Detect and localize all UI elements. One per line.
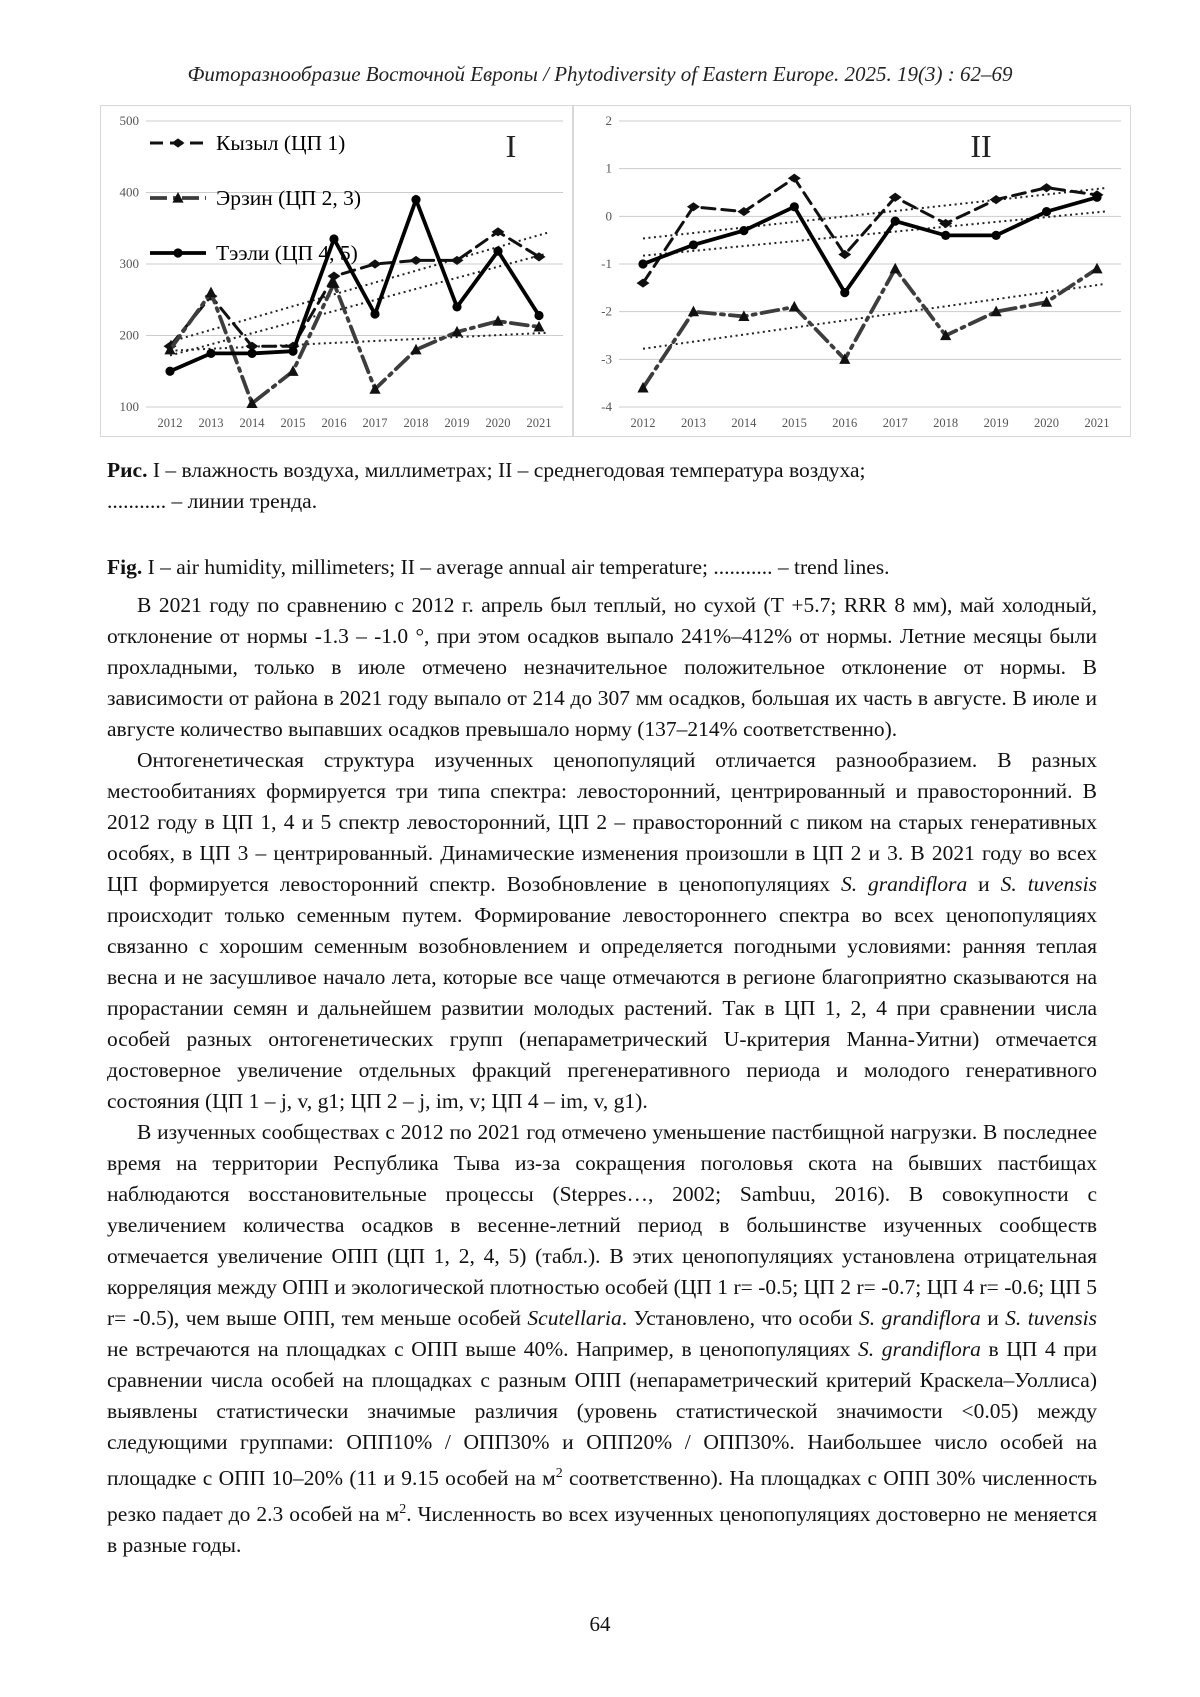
- x-tick-label: 2018: [933, 416, 959, 430]
- circle-marker: [638, 259, 647, 268]
- circle-marker: [790, 202, 799, 211]
- series-line: [643, 269, 1097, 388]
- paragraph: [107, 590, 1097, 745]
- y-tick-label: 2: [605, 113, 612, 128]
- text-run: S. grandiflora: [859, 1306, 981, 1330]
- text-run: В 2021 году по сравнению с 2012 г. апрель был теплый, но сухой (Т +5.7; RRR 8 мм), май холодный, отклонение от нормы -1.3 – -1.0 °, при этом осадков выпало 241%–412% от нормы. Летние месяцы были прохладными, только в июле отмечено незначительное положительное отклонение от нормы. В зависимости от района в 2021 году выпало от 214 до 307 мм осадков, большая их часть в августе. В июле и августе количество выпавших осадков превышало норму (137–214% соответственно).: [107, 593, 1097, 741]
- circle-marker: [1092, 193, 1101, 202]
- circle-marker: [840, 288, 849, 297]
- paragraph: [107, 745, 1097, 1117]
- series-diamond: [637, 174, 1104, 288]
- panel-label: II: [970, 128, 992, 164]
- text-run: 2: [399, 1502, 407, 1518]
- x-tick-label: 2013: [198, 416, 224, 430]
- trend-line: [170, 253, 547, 355]
- text-run: Scutellaria: [527, 1306, 622, 1330]
- y-tick-label: 300: [119, 256, 139, 271]
- legend-label: Эрзин (ЦП 2, 3): [216, 186, 362, 210]
- chart-panel-humidity: [100, 105, 573, 437]
- text-run: и: [967, 872, 1001, 896]
- y-tick-label: -3: [601, 351, 612, 367]
- x-tick-label: 2017: [882, 416, 908, 430]
- text-run: Онтогенетическая структура изученных ценопопуляций отличается разнообразием. В разных местообитаниях формируется три типа спектра: левосторонний, центрированный и правосторонний. В 2012 году в ЦП 1, 4 и 5 спектр левосторонний, ЦП 2 – правосторонний с пиком на старых генеративных особях, в ЦП 3 – центрированный. Динамические изменения произошли в ЦП 2 и 3. В 2021 году во всех ЦП формируется левосторонний спектр. Возобновление в ценопопуляциях: [107, 748, 1097, 896]
- circle-marker: [941, 231, 950, 240]
- diamond-marker: [369, 259, 382, 268]
- x-tick-label: 2019: [444, 416, 470, 430]
- triangle-marker: [789, 301, 800, 312]
- text-run: S. tuvensis: [1005, 1306, 1098, 1330]
- text-run: . Установлено, что особи: [621, 1306, 860, 1330]
- trend-line: [643, 284, 1105, 349]
- article-body: [107, 590, 1097, 1561]
- series-line: [170, 200, 539, 372]
- circle-marker: [165, 367, 174, 376]
- x-tick-label: 2012: [157, 416, 183, 430]
- x-tick-label: 2016: [832, 416, 858, 430]
- circle-marker: [206, 349, 215, 358]
- series-line: [643, 178, 1097, 283]
- circle-marker: [891, 217, 900, 226]
- text-run: происходит только семенным путем. Формирование левостороннего спектра во всех ценопопуляциях связанно с хорошим семенным возобновлением и определяется погодными условиями: ранняя теплая весна и не засушливое начало лета, которые все чаще отмечаются в регионе благоприятно сказываются на прорастании семян и дальнейшем развитии молодых растений. Так в ЦП 1, 2, 4 при сравнении числа особей разных онтогенетических групп (непараметрический U-критерия Манна-Уитни) отмечается достоверное увеличение отдельных фракций прегенеративного периода и молодого генеративного состояния (ЦП 1 – j, v, g1; ЦП 2 – j, im, v; ЦП 4 – im, v, g1).: [107, 903, 1097, 1113]
- x-tick-label: 2015: [280, 416, 306, 430]
- triangle-marker: [205, 287, 216, 298]
- circle-marker: [689, 240, 698, 249]
- y-tick-label: 1: [605, 160, 612, 176]
- gridlines: [619, 121, 1121, 407]
- x-tick-label: 2013: [680, 416, 706, 430]
- text-run: S. grandiflora: [858, 1337, 981, 1361]
- diamond-marker: [990, 195, 1003, 204]
- x-tick-label: 2018: [403, 416, 429, 430]
- circle-marker: [370, 309, 379, 318]
- text-run: и: [980, 1306, 1006, 1330]
- text-run: Fig.: [107, 555, 143, 579]
- text-run: S. tuvensis: [1000, 872, 1097, 896]
- y-tick-label: 400: [119, 184, 139, 200]
- diamond-marker: [637, 278, 650, 287]
- y-tick-label: 200: [119, 327, 139, 343]
- circle-marker: [411, 195, 420, 204]
- text-run: I – влажность воздуха, миллиметрах; II – среднегодовая температура воздуха;: [147, 458, 866, 482]
- circle-marker: [452, 302, 461, 311]
- figure-caption-en: [107, 552, 1097, 583]
- legend: [150, 131, 361, 265]
- x-tick-label: 2015: [781, 416, 807, 430]
- x-tick-label: 2014: [239, 416, 265, 430]
- x-tick-label: 2012: [630, 416, 656, 430]
- legend-label: Кызыл (ЦП 1): [216, 131, 346, 155]
- text-run: . Численность во всех изученных ценопопуляциях достоверно не меняется в разные годы.: [107, 1502, 1098, 1558]
- text-run: в ЦП 4 при сравнении числа особей на площадках с разным ОПП (непараметрический критерий Краскела–Уоллиса) выявлены статистически значимые различия (уровень статистической значимости <0.05) между следующими группами: ОПП10% / ОПП30% и ОПП20% / ОПП30%. Наибольшее число особей на площадке с ОПП 10–20% (11 и 9.15 особей на м: [107, 1337, 1097, 1491]
- y-tick-label: 500: [119, 113, 139, 128]
- series-line: [170, 283, 539, 403]
- text-run: ........... – линии тренда.: [107, 489, 318, 513]
- x-tick-label: 2014: [731, 416, 757, 430]
- legend-label: Тээли (ЦП 4, 5): [216, 241, 358, 265]
- x-tick-label: 2020: [485, 416, 511, 430]
- x-tick-label: 2021: [526, 416, 552, 430]
- trend-line: [643, 188, 1105, 238]
- series-line: [643, 197, 1097, 292]
- text-run: 2: [555, 1466, 563, 1481]
- series-circle: [165, 195, 543, 376]
- diamond-marker: [172, 138, 185, 147]
- y-tick-label: 0: [605, 208, 612, 224]
- line-chart-I: [100, 105, 573, 437]
- circle-marker: [493, 247, 502, 256]
- page-number: 64: [589, 1612, 611, 1636]
- x-tick-label: 2021: [1084, 416, 1110, 430]
- circle-marker: [288, 347, 297, 356]
- y-tick-label: -4: [601, 399, 612, 414]
- circle-marker: [1042, 207, 1051, 216]
- figure-caption-ru: [107, 455, 1097, 517]
- text-run: I – air humidity, millimeters; II – average annual air temperature; ........... – trend lines.: [142, 555, 890, 579]
- circle-marker: [992, 231, 1001, 240]
- circle-marker: [247, 349, 256, 358]
- x-tick-label: 2017: [362, 416, 388, 430]
- panel-border: [574, 106, 1131, 437]
- y-tick-label: -1: [601, 256, 612, 271]
- circle-marker: [739, 226, 748, 235]
- panel-label: I: [505, 128, 517, 164]
- y-tick-label: -2: [601, 303, 612, 319]
- circle-marker: [534, 311, 543, 320]
- figure-charts: [100, 105, 1131, 437]
- chart-panel-temperature: [573, 105, 1131, 437]
- journal-running-title: Фиторазнообразие Восточной Европы / Phytodiversity of Eastern Europe. 2025. 19(3) : 62–69: [187, 62, 1013, 86]
- x-tick-label: 2019: [983, 416, 1009, 430]
- diamond-marker: [788, 174, 801, 183]
- text-run: В изученных сообществах с 2012 по 2021 год отмечено уменьшение пастбищной нагрузки. В последнее время на территории Республика Тыва из-за сокращения поголовья скота на бывших пастбищах наблюдаются восстановительные процессы (Steppes…, 2002; Sambuu, 2016). В совокупности с увеличением количества осадков в весенне-летний период в большинстве изученных сообществ отмечается увеличение ОПП (ЦП 1, 2, 4, 5) (табл.). В этих ценопопуляциях установлена отрицательная корреляция между ОПП и экологической плотностью особей (ЦП 1 r= -0.5; ЦП 2 r= -0.7; ЦП 4 r= -0.6; ЦП 5 r= -0.5), чем выше ОПП, тем меньше особей: [107, 1120, 1097, 1330]
- y-tick-label: 100: [119, 399, 139, 414]
- line-chart-II: [573, 105, 1131, 437]
- text-run: S. grandiflora: [840, 872, 968, 896]
- series-triangle: [637, 263, 1102, 393]
- x-tick-label: 2020: [1034, 416, 1060, 430]
- paragraph: [107, 1117, 1097, 1561]
- circle-marker: [173, 248, 182, 257]
- panel-border: [101, 106, 573, 437]
- series-triangle: [164, 277, 544, 408]
- text-run: не встречаются на площадках с ОПП выше 40%. Например, в ценопопуляциях: [107, 1337, 859, 1361]
- diamond-marker: [687, 202, 700, 211]
- diamond-marker: [1040, 183, 1053, 192]
- x-tick-label: 2016: [321, 416, 347, 430]
- text-run: соответственно). На площадках с ОПП 30% численность резко падает до 2.3 особей на м: [107, 1466, 1098, 1527]
- text-run: Рис.: [107, 458, 148, 482]
